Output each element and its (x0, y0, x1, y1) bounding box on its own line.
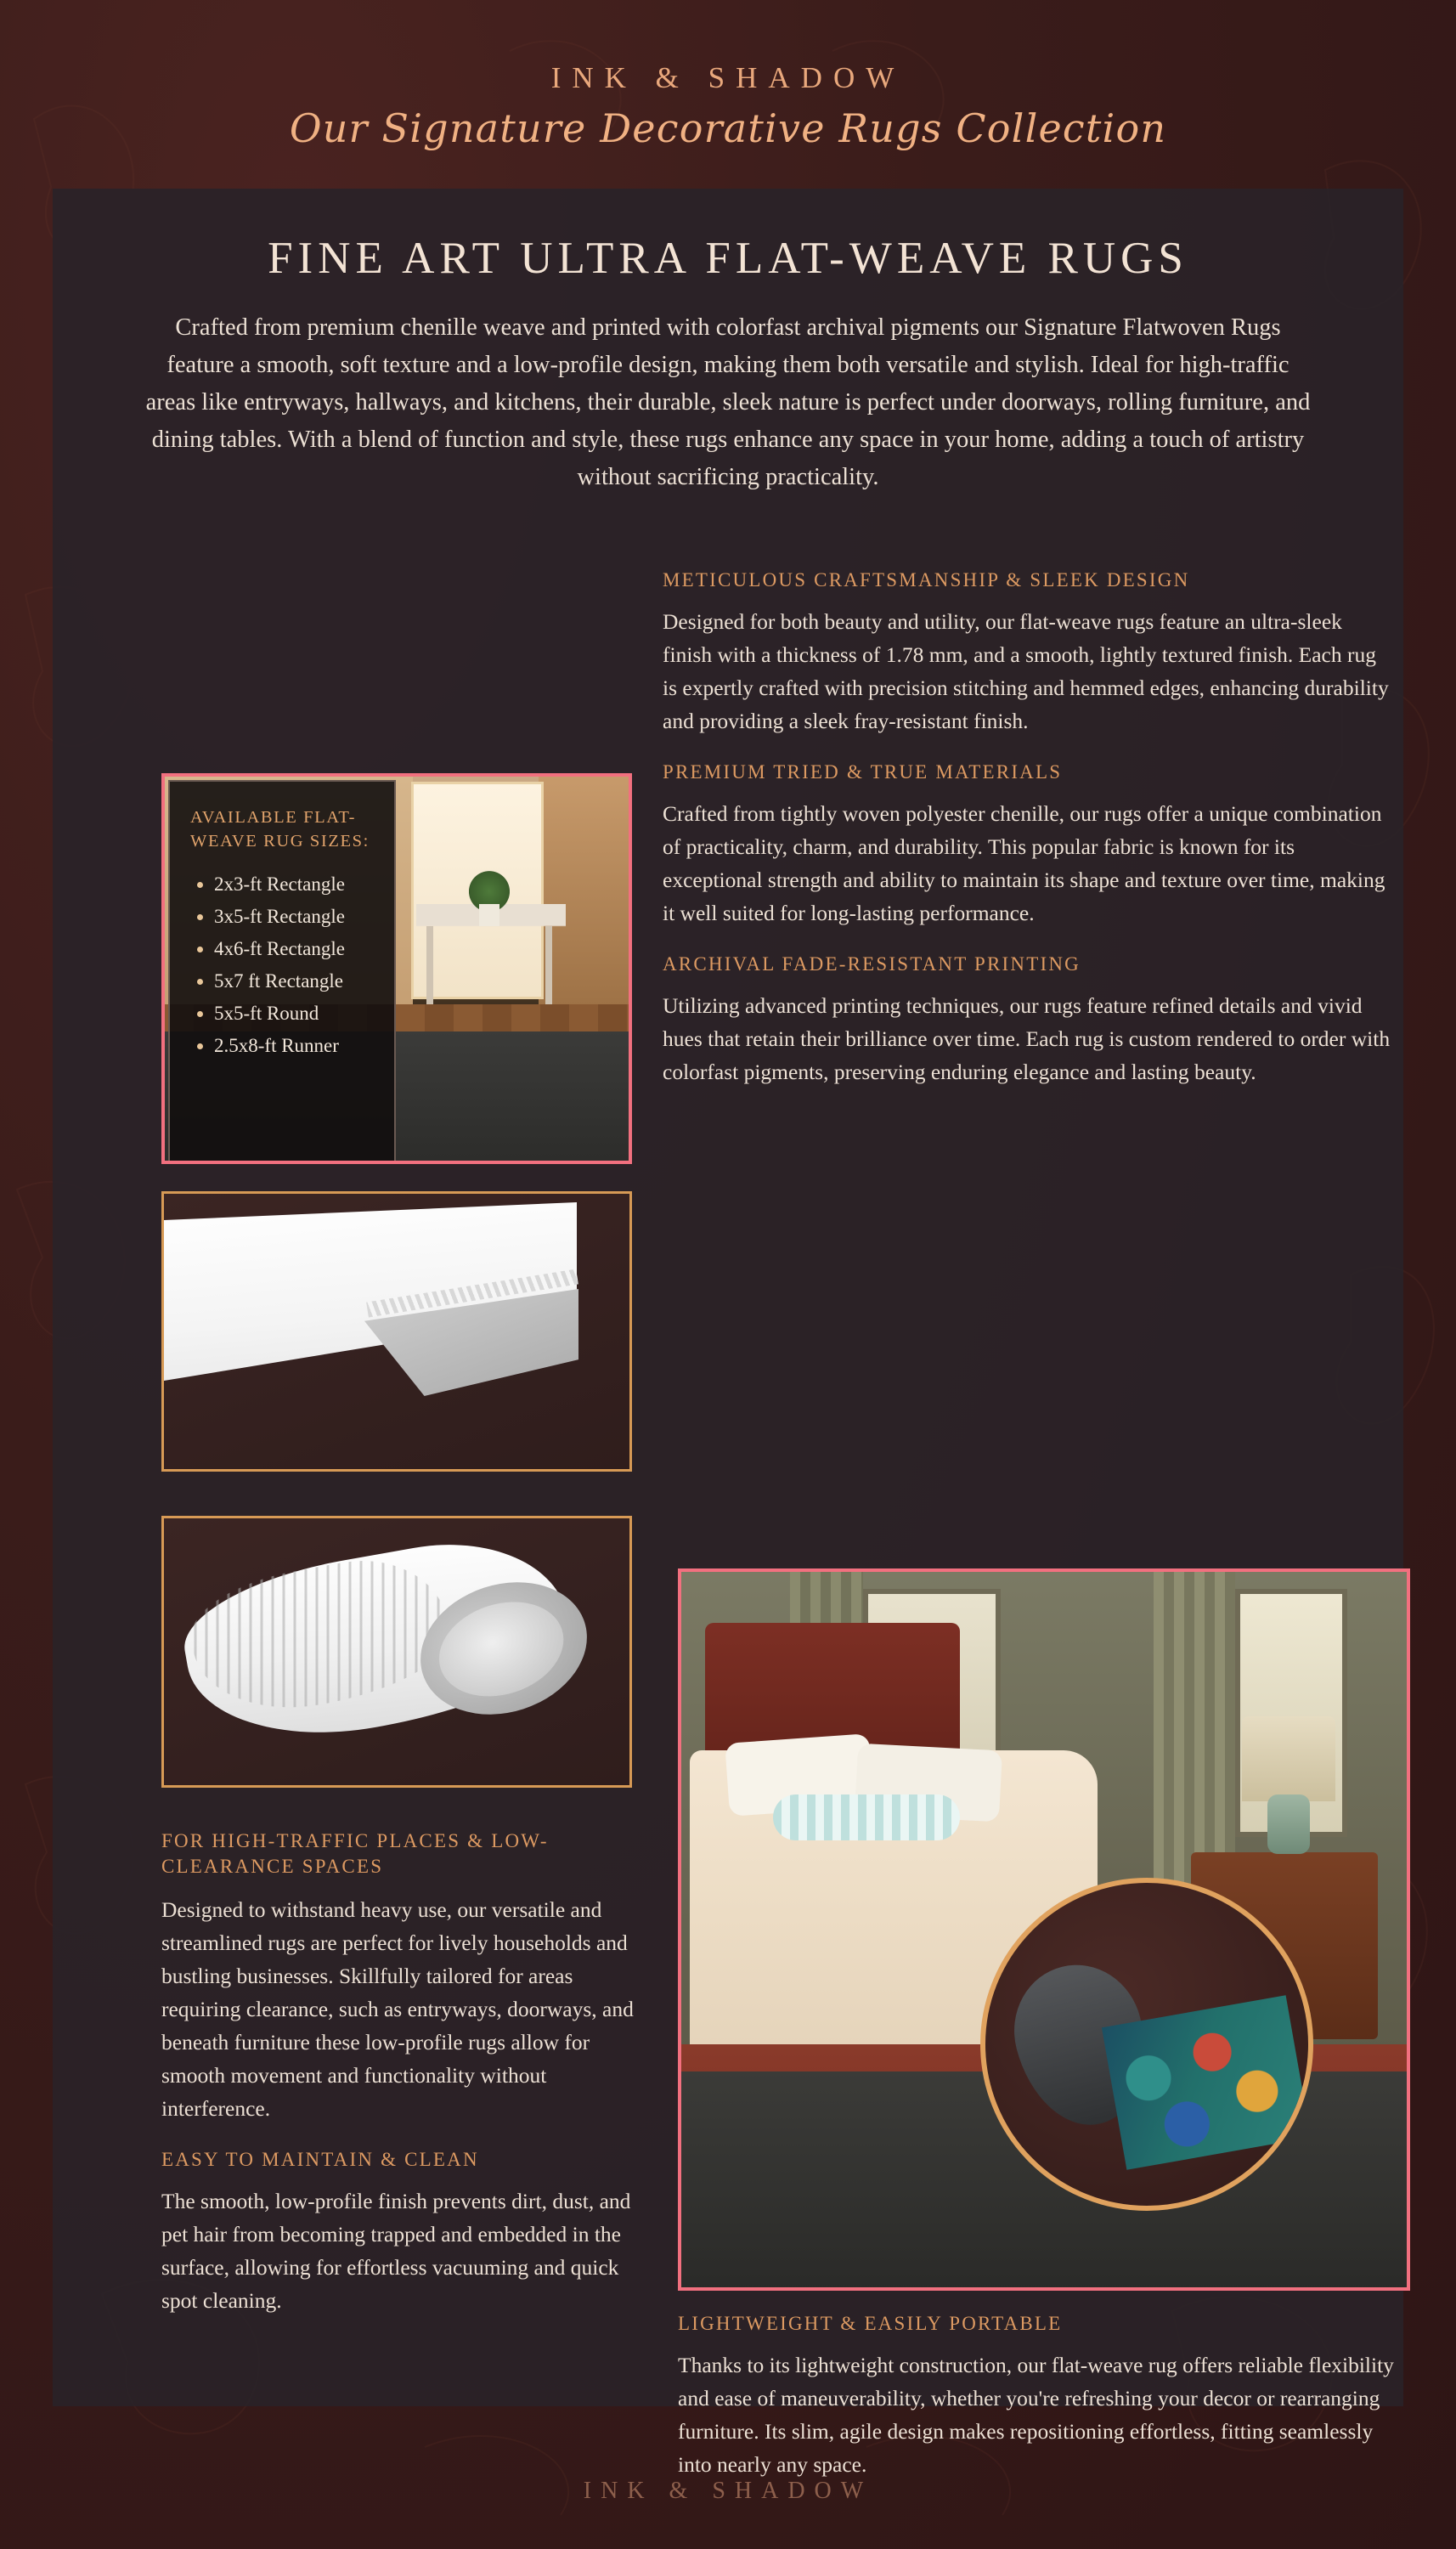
bedroom-lampshade (1242, 1716, 1335, 1801)
inset-rug-artwork (1102, 1995, 1311, 2170)
list-item: • 5x5-ft Round (214, 998, 377, 1030)
section-body-materials: Crafted from tightly woven polyester chenille, our rugs offer a unique combination of practicality, charm, and durability. This popular fabric is known for its exceptional strength and ability to maintain its shape and texture over time, making it well suited for long-lasting performance. (663, 801, 1385, 925)
left-lower-text (161, 1828, 634, 2341)
section-body-craftsmanship: Designed for both beauty and utility, our flat-weave rugs feature an ultra-sleek finish with a thickness of 1.78 mm, and a smooth, lightly textured finish. Each rug is expertly crafted with precision stitching and hemmed edges, enhancing durability and providing a sleek fray-resistant finish. (663, 609, 1389, 733)
image-entryway-runner (161, 773, 632, 1164)
image-rug-corner-detail (161, 1191, 632, 1472)
list-item: • 2x3-ft Rectangle (214, 868, 377, 901)
section-heading-printing: ARCHIVAL FADE-RESISTANT PRINTING (663, 953, 1081, 975)
section-heading-materials: PREMIUM TRIED & TRUE MATERIALS (663, 761, 1063, 783)
section-body-maintain: The smooth, low-profile finish prevents dirt, dust, and pet hair from becoming trapped and embedded in the surface, allowing for effortless vacuuming and quick spot cleaning. (161, 2189, 631, 2313)
page-title: FINE ART ULTRA FLAT-WEAVE RUGS (268, 234, 1188, 283)
available-sizes-card (168, 780, 396, 1164)
intro-paragraph: Crafted from premium chenille weave and printed with colorfast archival pigments our Signature Flatwoven Rugs feature a smooth, soft texture and a low-profile design, making them both versatile and stylish. Ideal for high-traffic areas like entryways, hallways, and kitchens, their durable, sleek nature is perfect under doorways, rolling furniture, and dining tables. With a blend of function and style, these rugs enhance any space in your home, adding a touch of artistry without sacrificing practicality. (145, 314, 1311, 490)
right-column (663, 569, 1395, 1112)
right-lower-text (678, 2313, 1410, 2505)
list-item: • 3x5-ft Rectangle (214, 901, 377, 933)
inset-circle-rolled-art-rug (980, 1878, 1313, 2211)
section-heading-high-traffic: FOR HIGH-TRAFFIC PLACES & LOW-CLEARANCE SPACES (161, 1830, 549, 1877)
entry-vase (479, 904, 499, 926)
section-heading-portable: LIGHTWEIGHT & EASILY PORTABLE (678, 2313, 1063, 2334)
available-sizes-list (190, 868, 377, 1062)
brand-name-top: INK & SHADOW (550, 61, 906, 94)
poster-header (0, 0, 1456, 194)
available-sizes-title: AVAILABLE FLAT-WEAVE RUG SIZES: (190, 808, 370, 851)
collection-subtitle: Our Signature Decorative Rugs Collection (289, 105, 1167, 151)
list-item: • 2.5x8-ft Runner (214, 1030, 377, 1062)
image-rolled-rug (161, 1516, 632, 1788)
brand-name-footer: INK & SHADOW (583, 2478, 873, 2504)
section-heading-maintain: EASY TO MAINTAIN & CLEAN (161, 2149, 479, 2170)
section-body-printing: Utilizing advanced printing techniques, our rugs feature refined details and vivid hues that retain their brilliance over time. Each rug is custom rendered to order with colorfast pigments, preserving enduring elegance and lasting beauty. (663, 993, 1391, 1084)
bed-striped-bolster (773, 1794, 960, 1840)
section-body-high-traffic: Designed to withstand heavy use, our versatile and streamlined rugs are perfect for lively households and bustling businesses. Skillfully tailored for areas requiring clearance, such as entryways, doorways, and beneath furniture these low-profile rugs allow for smooth movement and functionality without interference. (161, 1897, 634, 2121)
bedroom-lamp-base (1267, 1794, 1310, 1854)
image-bedroom-scene (678, 1568, 1410, 2291)
section-heading-craftsmanship: METICULOUS CRAFTSMANSHIP & SLEEK DESIGN (663, 569, 1190, 591)
list-item: • 5x7 ft Rectangle (214, 965, 377, 998)
entry-plant (464, 865, 515, 909)
section-body-portable: Thanks to its lightweight construction, our flat-weave rug offers reliable flexibility and ease of maneuverability, whether you're refreshing your decor or rearranging furniture. Its slim, agile design makes repositioning effortless, fitting seamlessly into nearly any space. (678, 2353, 1394, 2477)
list-item: • 4x6-ft Rectangle (214, 933, 377, 965)
content-panel (53, 189, 1403, 2477)
